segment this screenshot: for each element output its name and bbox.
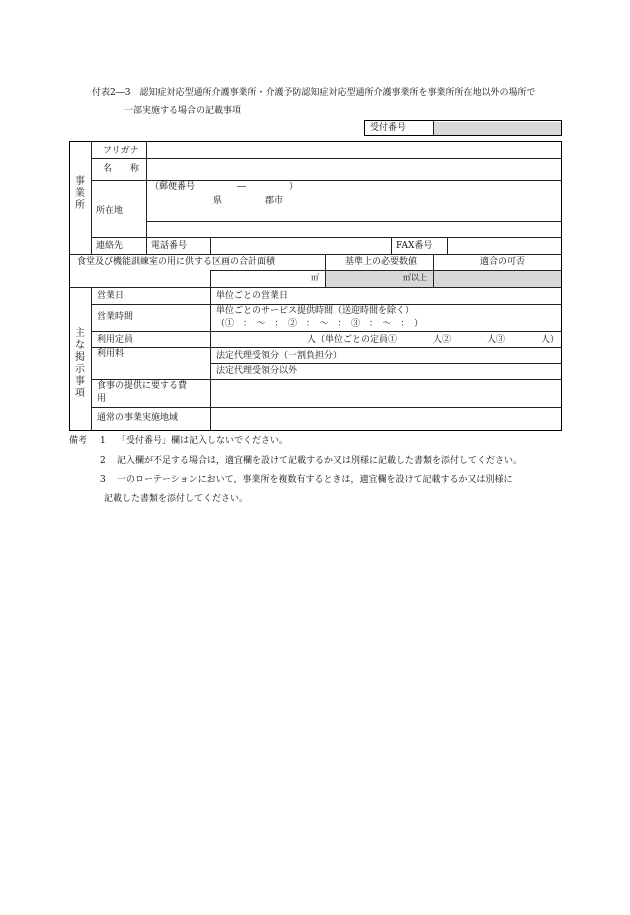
city-label: 郡市 bbox=[265, 196, 284, 206]
capacity-label: 利用定員 bbox=[97, 335, 134, 345]
postal-close: ） bbox=[289, 182, 299, 192]
business-days-label: 営業日 bbox=[97, 291, 125, 301]
address-input[interactable] bbox=[147, 181, 561, 221]
note-2-number: 2 bbox=[100, 456, 106, 466]
note-3-number: 3 bbox=[100, 475, 106, 485]
hours-label: 営業時間 bbox=[97, 312, 134, 322]
phone-input[interactable] bbox=[211, 238, 391, 254]
receipt-number-input[interactable] bbox=[434, 122, 561, 135]
service-area-label: 通常の事業実施地域 bbox=[97, 413, 179, 423]
standard-unit: ㎡以上 bbox=[403, 273, 427, 282]
prefecture-label: 県 bbox=[213, 196, 223, 206]
notes-heading: 備考 bbox=[69, 436, 88, 446]
note-1-number: 1 bbox=[100, 436, 106, 446]
conformity-cell bbox=[434, 271, 561, 287]
area-unit: ㎡ bbox=[311, 273, 319, 282]
fee-line2: 法定代理受領分以外 bbox=[216, 366, 298, 376]
fax-input[interactable] bbox=[448, 238, 561, 254]
note-1-text: 「受付番号」欄は記入しないでください。 bbox=[117, 436, 289, 446]
meal-cost-input[interactable] bbox=[211, 380, 561, 407]
location-label: 所在地 bbox=[96, 206, 124, 216]
form-title: 付表2―3 認知症対応型通所介護事業所・介護予防認知症対応型通所介護事業所を事業所所在地以外の場所で bbox=[92, 88, 536, 98]
phone-label: 電話番号 bbox=[151, 241, 188, 251]
name-label: 名 称 bbox=[103, 164, 140, 174]
note-3-text-cont: 記載した書類を添付してください。 bbox=[104, 494, 249, 504]
conformity-label: 適合の可否 bbox=[480, 257, 526, 267]
fee-line1: 法定代理受領分（一割負担分） bbox=[216, 351, 343, 361]
facility-side-label: 事業所 bbox=[75, 176, 85, 211]
fax-label: FAX番号 bbox=[396, 241, 433, 251]
note-2-text: 記入欄が不足する場合は，適宜欄を設けて記載するか又は別様に記載した書類を添付してください。 bbox=[117, 456, 523, 466]
postal-dash: ― bbox=[237, 182, 246, 192]
hours-line2: （① ： ～ ： ② ： ～ ： ③ ： ～ ： ） bbox=[216, 319, 424, 329]
postal-label: （郵便番号 bbox=[150, 182, 196, 192]
main-items-side-label: 主な掲示事項 bbox=[75, 328, 85, 399]
contact-label: 連絡先 bbox=[96, 241, 124, 251]
service-area-input[interactable] bbox=[211, 408, 561, 430]
standard-label: 基準上の必要数値 bbox=[345, 257, 418, 267]
note-3-text: 一のローテーションにおいて，事業所を複数有するときは，適宜欄を設けて記載するか又は別様に bbox=[117, 475, 513, 485]
name-input[interactable] bbox=[147, 159, 561, 180]
meal-cost-label: 食事の提供に要する費 bbox=[97, 381, 188, 391]
form-title-line2: 一部実施する場合の記載事項 bbox=[124, 106, 242, 116]
capacity-value: 人（単位ごとの定員① 人② 人③ 人） bbox=[307, 335, 560, 345]
furigana-input[interactable] bbox=[147, 142, 561, 158]
hours-line1: 単位ごとのサービス提供時間（送迎時間を除く） bbox=[216, 306, 415, 316]
furigana-label: フリガナ bbox=[103, 146, 139, 156]
area-label: 食堂及び機能訓練室の用に供する区画の合計面積 bbox=[77, 257, 276, 267]
receipt-number-label: 受付番号 bbox=[370, 123, 407, 133]
meal-cost-label-cont: 用 bbox=[97, 394, 107, 404]
fee-label: 利用料 bbox=[97, 349, 125, 359]
business-days-value: 単位ごとの営業日 bbox=[216, 291, 289, 301]
area-input[interactable] bbox=[211, 271, 325, 287]
